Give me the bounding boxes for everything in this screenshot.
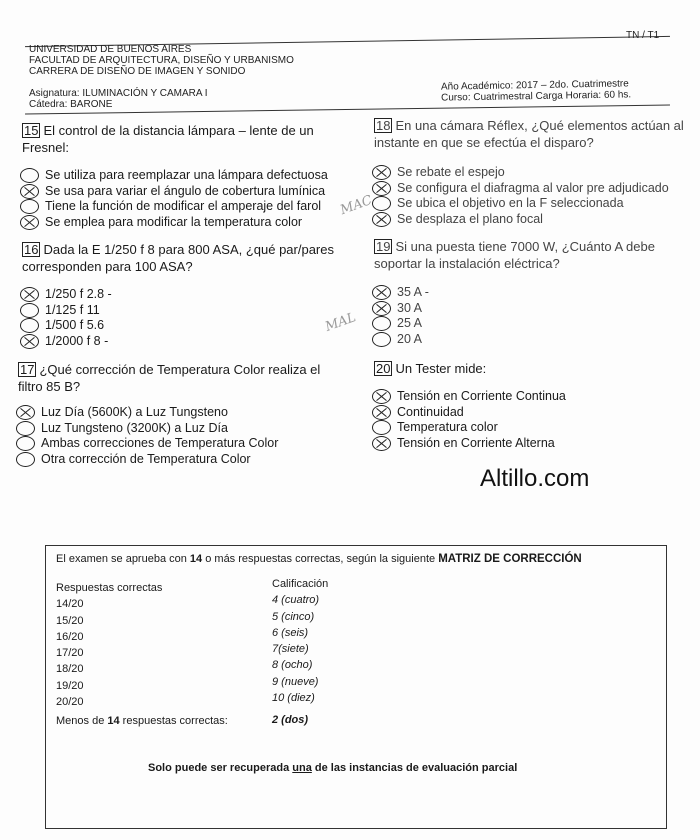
- course-info: Curso: Cuatrimestral Carga Horaria: 60 hs.: [441, 89, 632, 104]
- answer-option[interactable]: [372, 316, 429, 332]
- question-number: 15: [24, 123, 39, 138]
- fail-text: respuestas correctas:: [119, 715, 228, 727]
- answer-option[interactable]: [372, 165, 669, 181]
- circle-icon[interactable]: [372, 196, 391, 211]
- circle-icon[interactable]: [16, 421, 35, 436]
- answers-column: [56, 580, 162, 710]
- option-label: Otra corrección de Temperatura Color: [41, 451, 251, 466]
- question-text: ¿Qué corrección de Temperatura Color realiza el filtro 85 B?: [18, 362, 321, 394]
- answer-option[interactable]: [372, 332, 429, 348]
- academic-year: Año Académico: 2017 – 2do. Cuatrimestre: [440, 78, 629, 93]
- answer-option[interactable]: [372, 436, 566, 452]
- question-number: 17: [20, 362, 35, 377]
- checked-circle-icon[interactable]: [20, 215, 39, 230]
- option-label: Tiene la función de modificar el amperaje del farol: [45, 199, 322, 214]
- checked-circle-icon[interactable]: [372, 165, 391, 180]
- answer-option[interactable]: [20, 215, 328, 231]
- fail-grade: 2 (dos): [272, 714, 309, 726]
- question-text: Si una puesta tiene 7000 W, ¿Cuánto A debe soportar la instalación eléctrica?: [374, 239, 655, 271]
- options-18: [372, 165, 669, 227]
- circle-icon[interactable]: [372, 316, 391, 331]
- answer-option[interactable]: [16, 405, 278, 421]
- checked-circle-icon[interactable]: [372, 181, 391, 196]
- grade-cell: 6 (seis): [272, 626, 309, 639]
- question-15: [22, 122, 342, 156]
- answer-option[interactable]: [372, 181, 669, 197]
- grade-cell: 4 (cuatro): [272, 594, 320, 607]
- option-label: Ambas correcciones de Temperatura Color: [41, 436, 279, 451]
- option-label: Luz Día (5600K) a Luz Tungsteno: [41, 405, 228, 420]
- footer-text: Solo puede ser recuperada: [148, 762, 293, 774]
- question-16: [22, 241, 342, 275]
- correction-matrix: [45, 545, 667, 829]
- option-label: Continuidad: [397, 404, 464, 419]
- option-label: Se usa para variar el ángulo de cobertura lumínica: [45, 183, 326, 198]
- matrix-title: MATRIZ DE CORRECCIÓN: [438, 553, 582, 565]
- question-19: [374, 238, 694, 272]
- answer-option[interactable]: [20, 184, 328, 200]
- checked-circle-icon[interactable]: [20, 334, 39, 349]
- matrix-intro: [56, 553, 582, 565]
- option-label: Luz Tungsteno (3200K) a Luz Día: [41, 420, 228, 435]
- answer-option[interactable]: [372, 212, 669, 228]
- grade-cell: 7(siete): [272, 643, 309, 656]
- watermark: Altillo.com: [480, 465, 590, 492]
- matrix-footer: [148, 762, 517, 774]
- circle-icon[interactable]: [16, 452, 35, 467]
- circle-icon[interactable]: [20, 199, 39, 214]
- career: CARRERA DE DISEÑO DE IMAGEN Y SONIDO: [29, 66, 246, 77]
- option-label: Se ubica el objetivo en la F seleccionada: [397, 196, 624, 211]
- option-label: Tensión en Corriente Continua: [397, 389, 566, 404]
- options-20: [372, 389, 566, 451]
- options-19: [372, 285, 429, 347]
- option-label: 1/2000 f 8 -: [45, 333, 109, 348]
- options-15: [20, 168, 328, 230]
- checked-circle-icon[interactable]: [20, 287, 39, 302]
- answers-cell: 15/20: [56, 614, 84, 627]
- checked-circle-icon[interactable]: [372, 436, 391, 451]
- option-label: 35 A -: [397, 285, 429, 300]
- checked-circle-icon[interactable]: [372, 301, 391, 316]
- question-number: 16: [24, 242, 39, 257]
- col-header-grade: Calificación: [272, 578, 329, 590]
- circle-icon[interactable]: [16, 436, 35, 451]
- handwritten-note: MAC: [338, 192, 375, 219]
- exam-code: TN / T1: [626, 30, 660, 41]
- grade-cell: 10 (diez): [272, 692, 315, 705]
- answer-option[interactable]: [372, 301, 429, 317]
- option-label: 20 A: [397, 331, 423, 346]
- question-number: 20: [376, 361, 391, 376]
- option-label: Se utiliza para reemplazar una lámpara defectuosa: [45, 168, 328, 183]
- question-text: Dada la E 1/250 f 8 para 800 ASA, ¿qué par/pares corresponden para 100 ASA?: [22, 242, 334, 274]
- intro-text: El examen se aprueba con: [56, 553, 190, 565]
- question-text: El control de la distancia lámpara – lente de un Fresnel:: [22, 123, 314, 155]
- option-label: Se configura el diafragma al valor pre adjudicado: [397, 180, 669, 195]
- grade-cell: 8 (ocho): [272, 659, 313, 672]
- answer-option[interactable]: [372, 389, 566, 405]
- option-label: Temperatura color: [397, 420, 498, 435]
- header-institution: [29, 44, 294, 77]
- faculty: FACULTAD DE ARQUITECTURA, DISEÑO Y URBANISMO: [29, 55, 294, 66]
- question-20: [374, 360, 694, 377]
- answer-option[interactable]: [372, 285, 429, 301]
- col-header-answers: Respuestas correctas: [56, 582, 163, 594]
- header-period: [441, 78, 631, 103]
- answer-option[interactable]: [16, 452, 278, 468]
- handwritten-note: MAL: [323, 310, 358, 335]
- question-number: 19: [376, 239, 391, 254]
- circle-icon[interactable]: [372, 332, 391, 347]
- grade-cell: 9 (nueve): [272, 675, 319, 688]
- footer-underlined: una: [292, 762, 312, 774]
- subject: Asignatura: ILUMINACIÓN Y CAMARA I: [29, 88, 208, 99]
- option-label: 1/250 f 2.8 -: [45, 287, 112, 302]
- footer-text: de las instancias de evaluación parcial: [311, 762, 518, 774]
- question-text: Un Tester mide:: [395, 361, 487, 376]
- option-label: Se desplaza el plano focal: [397, 211, 543, 226]
- answer-option[interactable]: [20, 318, 112, 334]
- university: UNIVERSIDAD DE BUENOS AIRES: [29, 44, 192, 55]
- grade-column: [272, 576, 328, 706]
- checked-circle-icon[interactable]: [372, 405, 391, 420]
- option-label: Se emplea para modificar la temperatura color: [45, 214, 303, 229]
- fail-number: 14: [107, 715, 120, 727]
- intro-number: 14: [189, 553, 203, 565]
- intro-text: o más respuestas correctas, según la siguiente: [202, 553, 439, 565]
- option-label: 30 A: [397, 300, 423, 315]
- answers-cell: 16/20: [56, 630, 84, 643]
- answer-option[interactable]: [20, 168, 328, 184]
- checked-circle-icon[interactable]: [372, 285, 391, 300]
- answers-cell: 17/20: [56, 647, 84, 660]
- circle-icon[interactable]: [20, 303, 39, 318]
- fail-row: [56, 715, 228, 727]
- options-17: [16, 405, 278, 467]
- chair: Cátedra: BARONE: [29, 99, 113, 110]
- fail-text: Menos de: [56, 715, 108, 727]
- grade-cell: 5 (cinco): [272, 610, 315, 623]
- answer-option[interactable]: [16, 436, 278, 452]
- question-18: [374, 117, 694, 151]
- answer-option[interactable]: [372, 420, 566, 436]
- checked-circle-icon[interactable]: [372, 212, 391, 227]
- option-label: 25 A: [397, 316, 423, 331]
- option-label: 1/500 f 5.6: [45, 318, 105, 333]
- checked-circle-icon[interactable]: [16, 405, 35, 420]
- circle-icon[interactable]: [20, 318, 39, 333]
- question-17: [18, 361, 338, 395]
- answer-option[interactable]: [372, 196, 669, 212]
- options-16: [20, 287, 112, 349]
- answers-cell: 18/20: [56, 663, 84, 676]
- question-number: 18: [376, 118, 391, 133]
- circle-icon[interactable]: [20, 168, 39, 183]
- answer-option[interactable]: [16, 421, 278, 437]
- question-text: En una cámara Réflex, ¿Qué elementos actúan al instante en que se efectúa el disparo?: [374, 118, 684, 150]
- answer-option[interactable]: [20, 199, 328, 215]
- answer-option[interactable]: [20, 334, 112, 350]
- header-course: [29, 88, 208, 110]
- answers-cell: 14/20: [56, 598, 84, 611]
- answer-option[interactable]: [20, 287, 112, 303]
- circle-icon[interactable]: [372, 420, 391, 435]
- answer-option[interactable]: [20, 303, 112, 319]
- checked-circle-icon[interactable]: [372, 389, 391, 404]
- checked-circle-icon[interactable]: [20, 184, 39, 199]
- answer-option[interactable]: [372, 405, 566, 421]
- answers-cell: 20/20: [56, 696, 84, 709]
- answers-cell: 19/20: [56, 679, 84, 692]
- option-label: Se rebate el espejo: [397, 165, 505, 180]
- option-label: Tensión en Corriente Alterna: [397, 435, 555, 450]
- option-label: 1/125 f 11: [45, 302, 100, 317]
